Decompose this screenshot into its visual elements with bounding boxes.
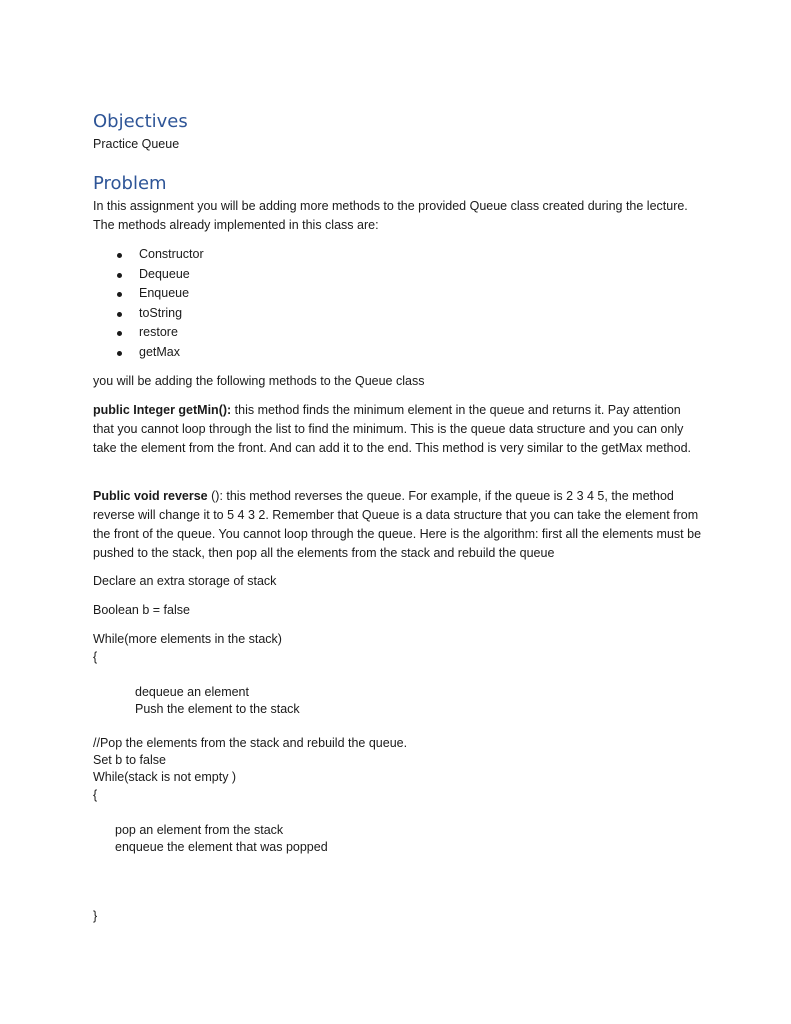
algorithm-pop-step: pop an element from the stack: [115, 823, 284, 837]
method-item: getMax: [113, 343, 204, 363]
objectives-heading: Objectives: [93, 111, 188, 132]
reverse-signature: Public void reverse: [93, 489, 208, 503]
algorithm-open-brace-2: {: [93, 788, 98, 802]
problem-intro: In this assignment you will be adding more methods to the provided Queue class created during the lecture. The methods already implemented in this class are:: [93, 199, 688, 232]
algorithm-dequeue-step: dequeue an element: [135, 685, 249, 699]
reverse-description: (): this method reverses the queue. For example, if the queue is 2 3 4 5, the method reverse will change it to 5 4 3 2. Remember that Queue is a data structure that you can take the element from the front of the queue. You cannot loop through the queue. Here is the algorithm: first all the elements must be pushed to the stack, then pop all the elements from the stack and rebuild the queue: [93, 489, 702, 560]
objectives-text: Practice Queue: [93, 137, 180, 151]
algorithm-open-brace-1: {: [93, 650, 98, 664]
adding-methods-line: you will be adding the following methods to the Queue class: [93, 374, 425, 388]
algorithm-boolean: Boolean b = false: [93, 603, 190, 617]
algorithm-while-2: While(stack is not empty ): [93, 770, 237, 784]
getmin-signature: public Integer getMin():: [93, 403, 232, 417]
reverse-paragraph: [93, 487, 705, 563]
getmin-paragraph: [93, 401, 705, 458]
algorithm-declare: Declare an extra storage of stack: [93, 574, 277, 588]
method-item: restore: [113, 323, 204, 343]
method-item: toString: [113, 304, 204, 324]
getmin-description: this method finds the minimum element in the queue and returns it. Pay attention that you cannot loop through the list to find the minimum. This is the queue data structure and you can only take the element from the front. And can add it to the end. This method is very similar to the getMax method.: [93, 403, 691, 455]
method-item: Dequeue: [113, 265, 204, 285]
implemented-methods-list: [113, 245, 204, 363]
algorithm-push-step: Push the element to the stack: [135, 702, 300, 716]
method-item: Constructor: [113, 245, 204, 265]
algorithm-while-1: While(more elements in the stack): [93, 632, 282, 646]
problem-heading: Problem: [93, 173, 167, 194]
algorithm-close-brace: }: [93, 909, 98, 923]
algorithm-set-b: Set b to false: [93, 753, 166, 767]
algorithm-enqueue-step: enqueue the element that was popped: [115, 840, 328, 854]
method-item: Enqueue: [113, 284, 204, 304]
algorithm-comment: //Pop the elements from the stack and rebuild the queue.: [93, 736, 408, 750]
